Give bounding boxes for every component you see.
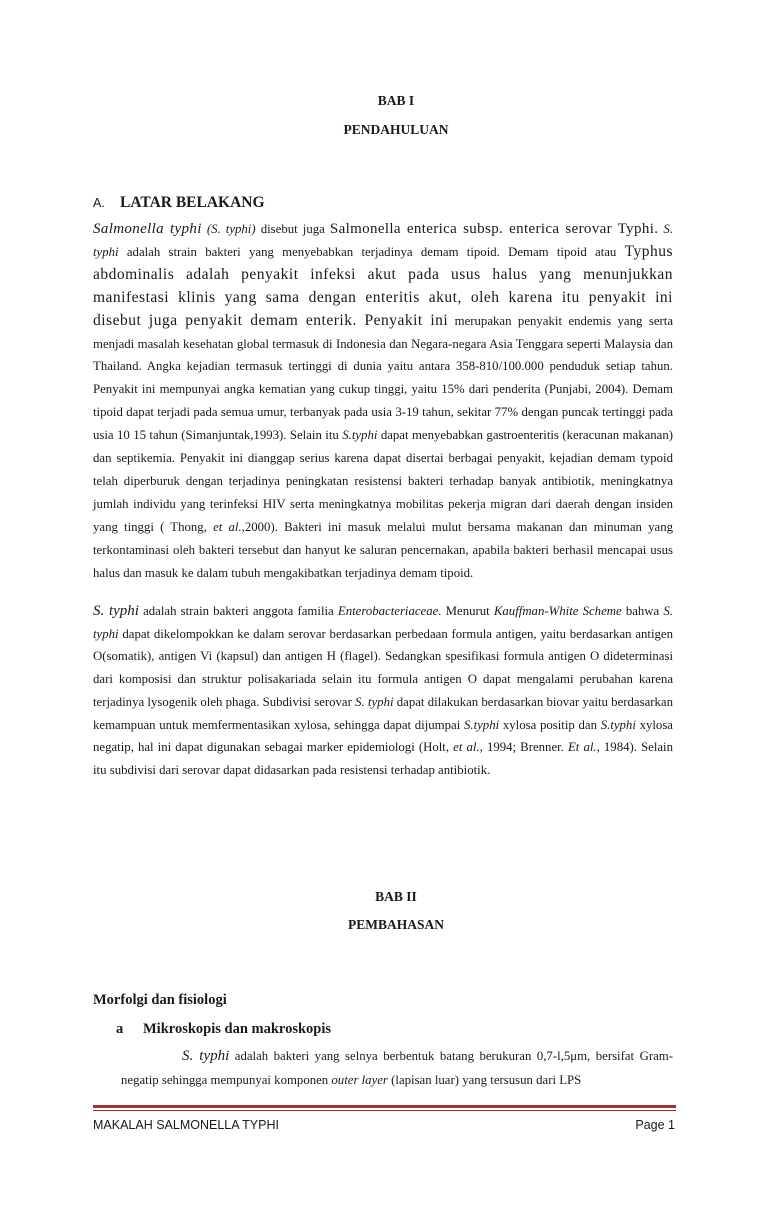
chapter-title-pendahuluan: PENDAHULUAN — [343, 122, 449, 137]
section-title: LATAR BELAKANG — [120, 194, 265, 211]
footer-rule-thin — [93, 1110, 676, 1111]
paragraph-latar-belakang-1: Salmonella typhi (S. typhi) disebut juga Salmonella enterica subsp. enterica serovar Typhi. S. typhi adalah strain bakteri yang menyebabkan terjadinya demam tipoid. Demam tipoid atau Typhus abdominalis adalah penyakit infeksi akut pada usus halus yang menunjukkan manifestasi klinis yang sama dengan enteritis akut, oleh karena itu penyakit ini disebut juga penyakit demam enterik. Penyakit ini merupakan penyakit endemis yang serta menjadi masalah kesehatan global termasuk di Indonesia dan Negara-negara Asia Tenggara seperti Malaysia dan Thailand. Angka kejadian termasuk tertinggi di dunia yaitu antara 358-810/100.000 penduduk setiap tahun. Penyakit ini mempunyai angka kematian yang cukup tinggi, yaitu 15% dari penderita (Punjabi, 2004). Demam tipoid dapat terjadi pada semua umur, terbanyak pada usia 3-19 tahun, sekitar 77% dengan puncak tertinggi pada usia 10 15 tahun (Simanjuntak,1993). Selain itu S.typhi dapat menyebabkan gastroenteritis (keracunan makanan) dan septikemia. Penyakit ini dianggap serius karena dapat disertai berbagai penyakit, kejadian demam typoid telah diperburuk dengan terjadinya peningkatan resistensi bakteri terhadap banyak antibiotik, meningkatnya jumlah individu yang terinfeksi HIV serta meningkatnya mobilitas pekerja migran dari daerah dengan insiden yang tinggi ( Thong, et al.,2000). Bakteri ini masuk melalui mulut bersama makanan dan minuman yang terkontaminasi oleh bakteri tersebut dan hanyut ke saluran pencernakan, apabila bakteri berhasil mencapai usus halus dan masuk ke dalam tubuh mengakibatkan terjadinya demam tipoid. — [93, 221, 674, 580]
paragraph-mikroskopis: S. typhi adalah bakteri yang selnya berbentuk batang berukuran 0,7-l,5μm, bersifat Gram-negatip sehingga mempunyai komponen outer layer (lapisan luar) yang tersusun dari LPS — [121, 1048, 673, 1087]
subsection-heading-morfologi: Morfolgi dan fisiologi — [93, 992, 227, 1008]
chapter-heading-bab1: BAB I — [377, 93, 415, 108]
chapter-heading-bab2: BAB II — [375, 889, 417, 904]
paragraph-latar-belakang-2: S. typhi adalah strain bakteri anggota familia Enterobacteriaceae. Menurut Kauffman-White Scheme bahwa S. typhi dapat dikelompokkan ke dalam serovar berdasarkan perbedaan formula antigen, yaitu berdasarkan antigen O(somatik), antigen Vi (kapsul) dan antigen H (flagel). Sedangkan spesifikasi formula antigen O dideterminasi dari komposisi dan struktur polisakariada selain itu formula antigen O dapat mengalami perubahan karena terjadinya lysogenik oleh phaga. Subdivisi serovar S. typhi dapat dilakukan berdasarkan biovar yaitu berdasarkan kemampuan untuk memfermentasikan xylosa, sehingga dapat dijumpai S.typhi xylosa positip dan S.typhi xylosa negatip, hal ini dapat digunakan sebagai marker epidemiologi (Holt, et al., 1994; Brenner. Et al., 1984). Selain itu subdivisi dari serovar dapat didasarkan pada resistensi terhadap antibiotik. — [93, 603, 674, 777]
chapter-title-pembahasan: PEMBAHASAN — [347, 917, 444, 932]
footer-page-number: Page 1 — [635, 1118, 675, 1132]
footer-title: MAKALAH SALMONELLA TYPHI — [93, 1118, 279, 1132]
subsection-title: Mikroskopis dan makroskopis — [143, 1021, 332, 1037]
subsection-heading-mikroskopis — [116, 1021, 331, 1038]
section-heading-latar-belakang — [93, 194, 265, 212]
footer-rule-thick — [93, 1105, 676, 1108]
section-label: A. — [93, 196, 105, 210]
subsection-label: a — [116, 1021, 124, 1037]
